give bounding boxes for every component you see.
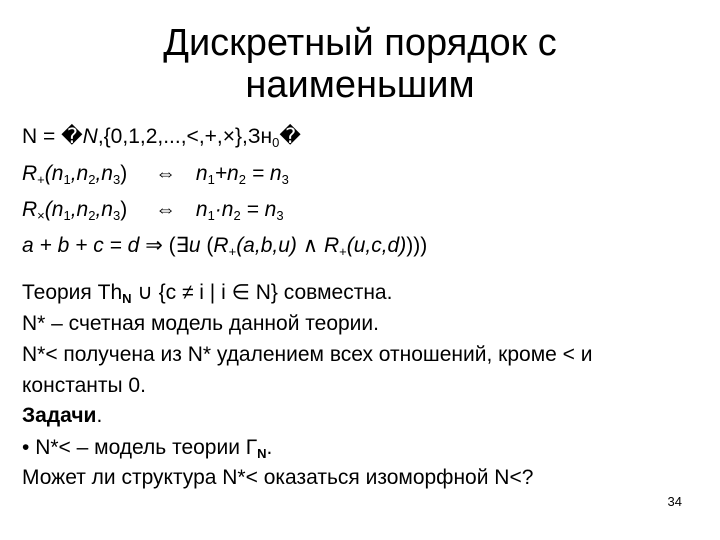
equivalence-symbol: ⇔ bbox=[155, 198, 177, 221]
tasks-heading: Задачи. bbox=[22, 404, 103, 427]
equivalence-symbol: ⇔ bbox=[155, 162, 177, 185]
implies-symbol: ⇒ bbox=[145, 234, 163, 257]
slide-title bbox=[60, 22, 660, 106]
title-line-1: Дискретный порядок с bbox=[163, 22, 557, 64]
union-symbol: ∪ bbox=[137, 281, 153, 304]
page-number: 34 bbox=[667, 494, 682, 509]
element-of-symbol: ∈ bbox=[231, 281, 250, 304]
multiplication-relation-formula: $R_\times(n_1,n_2,n_3)$ ⇔ $n_1\cdot n_2 = n_3$ bbox=[22, 198, 284, 223]
task-1: • N*< – модель теории $Г_N$. bbox=[22, 436, 273, 461]
bullet: • bbox=[22, 436, 30, 459]
reduct-line-1: N*< получена из N* удалением всех отношений, кроме < и bbox=[22, 343, 593, 366]
structure-definition: $N = �N,\{0,1,2,...,<,+,\times\},Зн_0�$ bbox=[22, 125, 301, 150]
theory-statement: Теория $Th_N$ ∪ {c ≠ i | i ∈ N} совместна. bbox=[22, 281, 393, 306]
reduct-line-2: константы 0. bbox=[22, 374, 146, 397]
task-2: Может ли структура N*< оказаться изоморфной N<? bbox=[22, 466, 534, 489]
sum-definition-formula: a + b + c = d ⇒ (∃u ($R_+(a,b,u)$ ∧ $R_+(u,c,d)$))) bbox=[22, 234, 428, 259]
and-symbol: ∧ bbox=[302, 234, 319, 257]
countable-model-line: N* – счетная модель данной теории. bbox=[22, 312, 379, 335]
addition-relation-formula: $R_+(n_1,n_2,n_3)$ ⇔ $n_1+n_2 = n_3$ bbox=[22, 162, 289, 187]
title-line-2: наименьшим bbox=[245, 64, 475, 106]
